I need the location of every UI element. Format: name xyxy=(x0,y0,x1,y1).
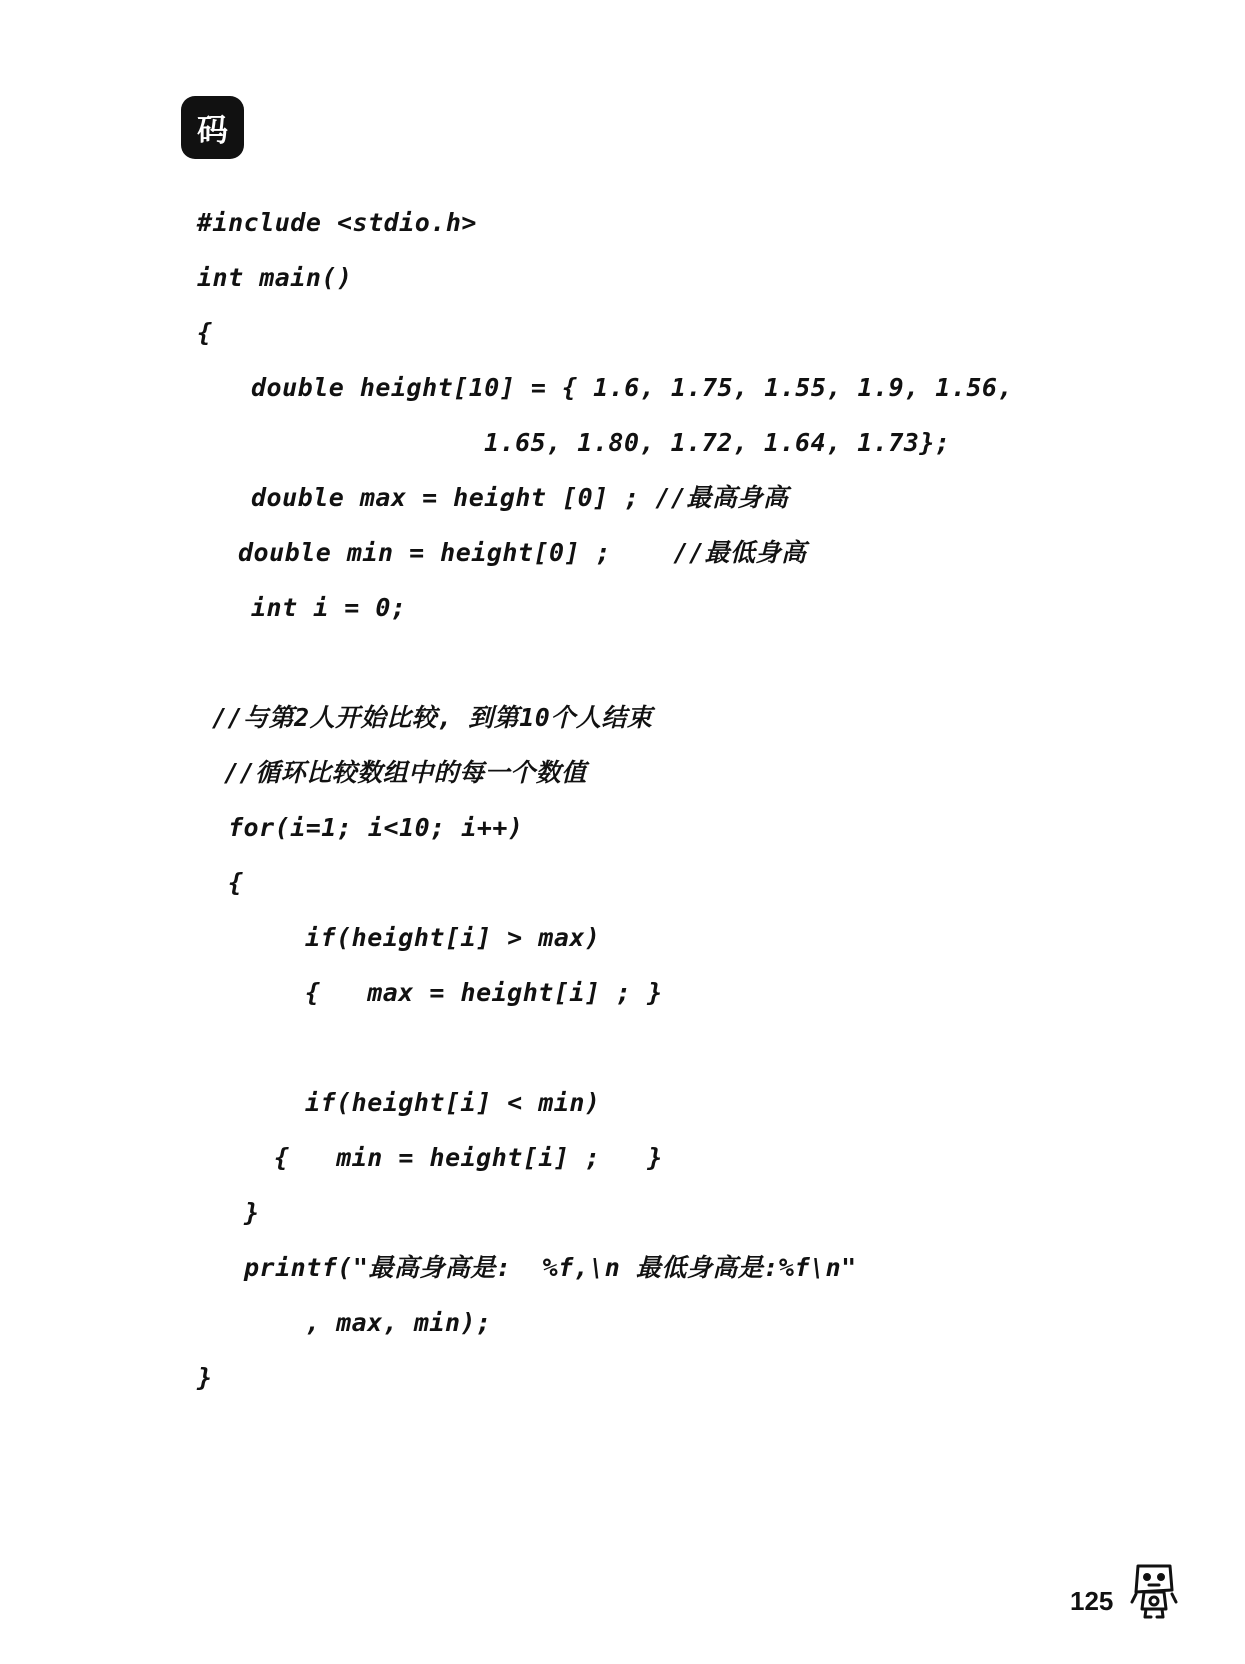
code-line: { xyxy=(228,868,244,897)
code-line: double max = height [0] ; //最高身高 xyxy=(251,483,789,512)
code-line: } xyxy=(244,1198,260,1227)
code-line: double min = height[0] ; //最低身高 xyxy=(238,538,807,567)
code-line: //循环比较数组中的每一个数值 xyxy=(224,758,587,787)
code-line: if(height[i] < min) xyxy=(305,1088,601,1117)
code-line: 1.65, 1.80, 1.72, 1.64, 1.73}; xyxy=(484,428,951,457)
page-number: 125 xyxy=(1070,1586,1114,1616)
section-badge: 码 xyxy=(181,96,244,159)
code-line: int i = 0; xyxy=(251,593,407,622)
code-line: printf("最高身高是: %f,\n 最低身高是:%f\n" xyxy=(244,1253,857,1282)
code-line: { xyxy=(197,318,213,347)
code-line: if(height[i] > max) xyxy=(305,923,601,952)
code-line: { min = height[i] ; } xyxy=(274,1143,663,1172)
code-line: } xyxy=(197,1363,213,1392)
code-line: for(i=1; i<10; i++) xyxy=(228,813,524,842)
code-line: double height[10] = { 1.6, 1.75, 1.55, 1.9, 1.56, xyxy=(251,373,1014,402)
code-line: #include <stdio.h> xyxy=(197,208,477,237)
code-line: //与第2人开始比较, 到第10个人结束 xyxy=(212,703,653,732)
robot-mascot-icon xyxy=(1130,1562,1178,1620)
code-line: , max, min); xyxy=(305,1308,492,1337)
code-line: { max = height[i] ; } xyxy=(305,978,663,1007)
code-line: int main() xyxy=(197,263,353,292)
